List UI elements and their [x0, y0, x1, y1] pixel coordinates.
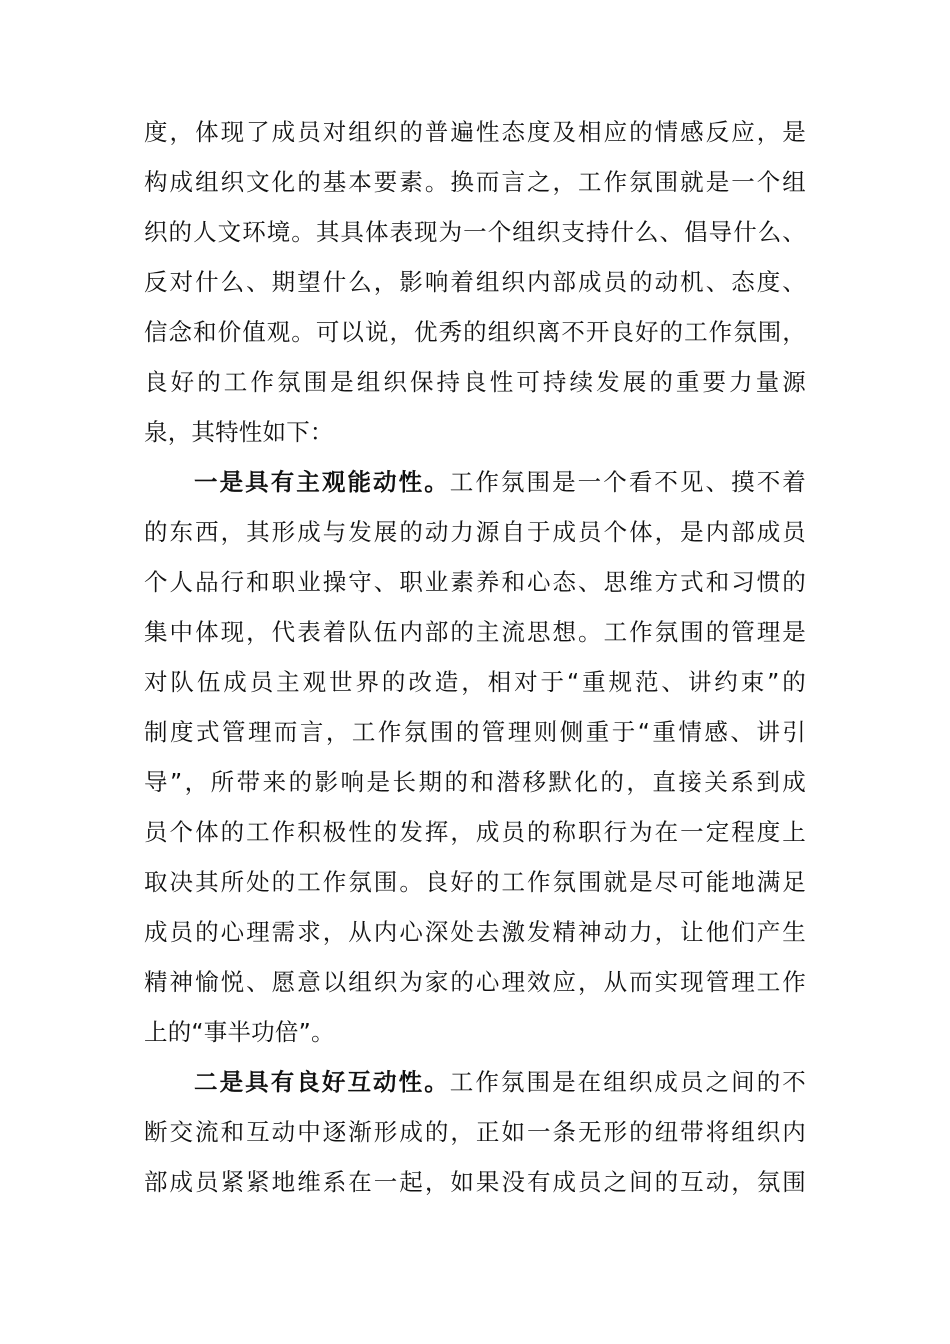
text-line: 对队伍成员主观世界的改造，相对于“重规范、讲约束”的	[144, 668, 806, 696]
text-line: 成员的心理需求，从内心深处去激发精神动力，让他们产生	[144, 918, 806, 946]
text-line: 导”，所带来的影响是长期的和潜移默化的，直接关系到成	[144, 768, 806, 796]
text-line: 泉，其特性如下：	[144, 418, 334, 446]
text-line: 信念和价值观。可以说，优秀的组织离不开良好的工作氛围，	[144, 318, 806, 346]
text-line: 的东西，其形成与发展的动力源自于成员个体，是内部成员	[144, 518, 806, 546]
text-line: 上的“事半功倍”。	[144, 1018, 335, 1046]
text-line: 员个体的工作积极性的发挥，成员的称职行为在一定程度上	[144, 818, 806, 846]
text-line: 个人品行和职业操守、职业素养和心态、思维方式和习惯的	[144, 568, 806, 596]
body-text	[144, 107, 806, 1207]
text-line: 集中体现，代表着队伍内部的主流思想。工作氛围的管理是	[144, 618, 806, 646]
paragraph-2-heading: 二是具有良好互动性。	[194, 1068, 450, 1096]
text-line: 断交流和互动中逐渐形成的，正如一条无形的纽带将组织内	[144, 1118, 806, 1146]
text-line: 度，体现了成员对组织的普遍性态度及相应的情感反应，是	[144, 118, 806, 146]
paragraph-2-lead: 工作氛围是在组织成员之间的不	[449, 1068, 806, 1096]
paragraph-1-heading: 一是具有主观能动性。	[194, 468, 450, 496]
text-line: 制度式管理而言，工作氛围的管理则侧重于“重情感、讲引	[144, 718, 806, 746]
text-line: 反对什么、期望什么，影响着组织内部成员的动机、态度、	[144, 268, 806, 296]
text-line: 部成员紧紧地维系在一起，如果没有成员之间的互动，氛围	[144, 1168, 806, 1196]
text-line: 织的人文环境。其具体表现为一个组织支持什么、倡导什么、	[144, 218, 806, 246]
paragraph-2-first-line	[144, 1057, 806, 1107]
text-line: 构成组织文化的基本要素。换而言之，工作氛围就是一个组	[144, 168, 806, 196]
text-line: 精神愉悦、愿意以组织为家的心理效应，从而实现管理工作	[144, 968, 806, 996]
paragraph-1-lead: 工作氛围是一个看不见、摸不着	[449, 468, 806, 496]
text-line: 良好的工作氛围是组织保持良性可持续发展的重要力量源	[144, 368, 806, 396]
text-line: 取决其所处的工作氛围。良好的工作氛围就是尽可能地满足	[144, 868, 806, 896]
paragraph-1-first-line	[144, 457, 806, 507]
